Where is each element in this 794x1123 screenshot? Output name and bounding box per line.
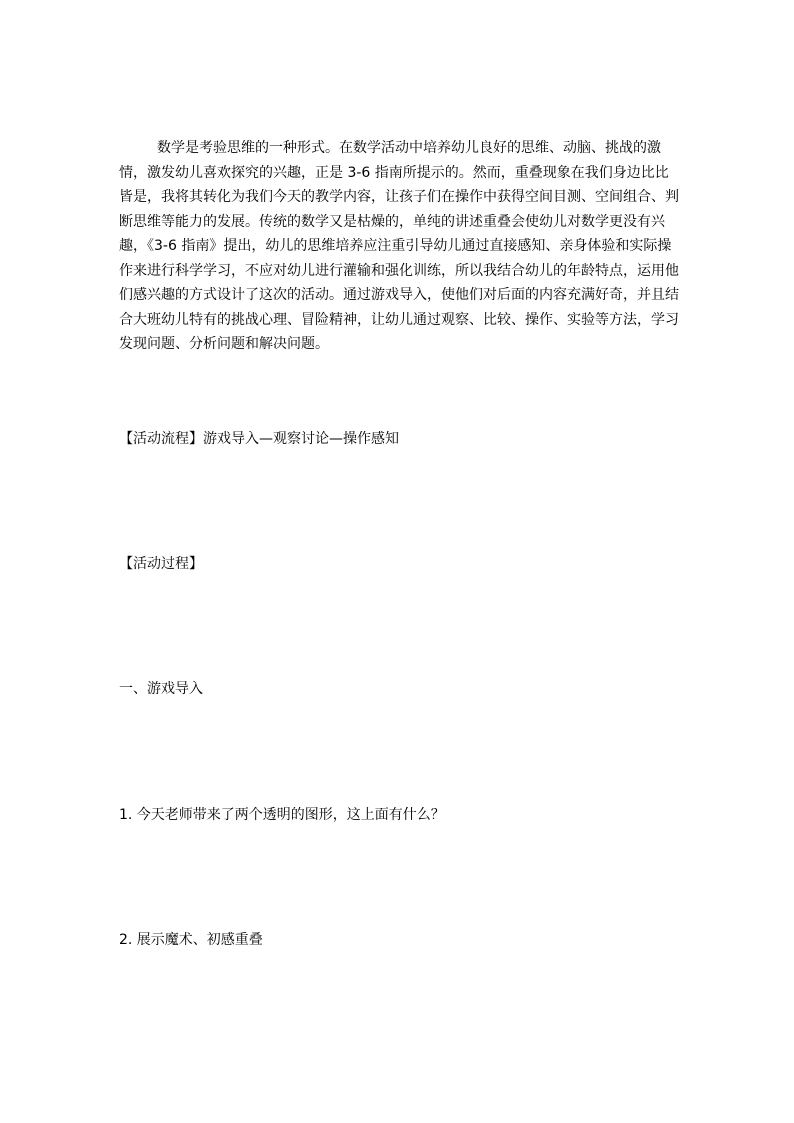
list-item-one: 1. 今天老师带来了两个透明的图形，这上面有什么？ xyxy=(119,807,445,823)
intro-paragraph: 数学是考验思维的一种形式。在数学活动中培养幼儿良好的思维、动脑、挑战的激情，激发幼儿喜欢探究的兴趣，正是 3-6 指南所提示的。然而，重叠现象在我们身边比比皆是，我将其转化为我们今天的教学内容，让孩子们在操作中获得空间目测、空间组合、判断思维等能力的发展。传统的数学又是枯燥的，单纯的讲述重叠会使幼儿对数学更没有兴趣，《3-6 指南》提出，幼儿的思维培养应注重引导幼儿通过直接感知、亲身体验和实际操作来进行科学学习，不应对幼儿进行灌输和强化训练，所以我结合幼儿的年龄特点，运用他们感兴趣的方式设计了这次的活动。通过游戏导入，使他们对后面的内容充满好奇，并且结合大班幼儿特有的挑战心理、冒险精神，让幼儿通过观察、比较、操作、实验等方法，学习发现问题、分析问题和解决问题。 xyxy=(119,140,679,352)
activity-flow-line: 【活动流程】游戏导入—观察讨论—操作感知 xyxy=(119,431,399,447)
list-item-two: 2. 展示魔术、初感重叠 xyxy=(119,932,263,948)
activity-process-heading: 【活动过程】 xyxy=(119,556,203,572)
section-heading-game-intro: 一、游戏导入 xyxy=(119,681,203,697)
